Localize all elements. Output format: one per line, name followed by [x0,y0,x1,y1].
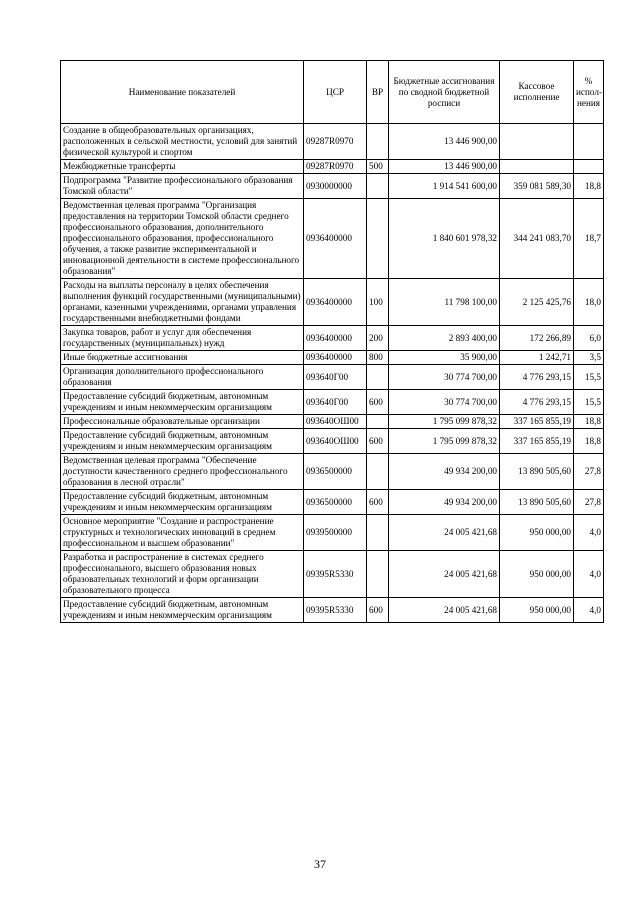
cell-percent: 6,0 [574,326,604,351]
table-row [61,515,604,551]
cell-percent: 18,8 [574,429,604,454]
header-vr: ВР [367,61,389,124]
header-cash: Кассовое исполнение [500,61,574,124]
table-row [61,160,604,174]
cell-vr [367,551,389,598]
cell-vr: 600 [367,598,389,623]
cell-cash: 344 241 083,70 [500,199,574,279]
cell-csr: 093640ОШ00 [304,415,367,429]
cell-csr: 09395R5330 [304,598,367,623]
cell-name: Расходы на выплаты персоналу в целях обеспечения выполнения функций государственными (муниципальными) органами, казенными учреждениями, органами управления государственными внебюджетными фондами [61,279,304,326]
cell-budget: 13 446 900,00 [389,160,500,174]
table-row [61,174,604,199]
cell-name: Предоставление субсидий бюджетным, автономным учреждениям и иным некоммерческим организациям [61,490,304,515]
cell-name: Ведомственная целевая программа "Обеспечение доступности качественного среднего профессионального образования в лесной отрасли" [61,454,304,490]
cell-vr [367,124,389,160]
cell-name: Создание в общеобразовательных организациях, расположенных в сельской местности, условий для занятий физической культурой и спортом [61,124,304,160]
cell-csr: 0936400000 [304,199,367,279]
cell-name: Предоставление субсидий бюджетным, автономным учреждениям и иным некоммерческим организациям [61,429,304,454]
table-row [61,490,604,515]
cell-cash [500,124,574,160]
cell-name: Иные бюджетные ассигнования [61,351,304,365]
cell-name: Профессиональные образовательные организации [61,415,304,429]
page-number: 37 [314,857,326,871]
cell-percent: 27,8 [574,490,604,515]
cell-budget: 24 005 421,68 [389,551,500,598]
table-row [61,415,604,429]
cell-budget: 2 893 400,00 [389,326,500,351]
cell-cash: 337 165 855,19 [500,415,574,429]
cell-name: Межбюджетные трансферты [61,160,304,174]
cell-percent: 15,5 [574,365,604,390]
cell-vr: 600 [367,429,389,454]
cell-name: Подпрограмма "Развитие профессионального образования Томской области" [61,174,304,199]
table-row [61,390,604,415]
table-row [61,351,604,365]
cell-name: Закупка товаров, работ и услуг для обеспечения государственных (муниципальных) нужд [61,326,304,351]
cell-vr: 500 [367,160,389,174]
cell-cash: 2 125 425,76 [500,279,574,326]
cell-percent: 18,0 [574,279,604,326]
table-row [61,124,604,160]
cell-vr [367,174,389,199]
cell-vr [367,515,389,551]
cell-cash: 950 000,00 [500,551,574,598]
table-row [61,199,604,279]
cell-budget: 30 774 700,00 [389,390,500,415]
cell-budget: 1 914 541 600,00 [389,174,500,199]
table-row [61,598,604,623]
cell-name: Организация дополнительного профессионального образования [61,365,304,390]
table-header-row [61,61,604,124]
cell-budget: 13 446 900,00 [389,124,500,160]
cell-name: Предоставление субсидий бюджетным, автономным учреждениям и иным некоммерческим организациям [61,598,304,623]
cell-vr [367,199,389,279]
cell-vr [367,415,389,429]
cell-percent: 18,8 [574,174,604,199]
cell-percent: 4,0 [574,598,604,623]
cell-cash: 13 890 505,60 [500,454,574,490]
cell-csr: 0936400000 [304,351,367,365]
cell-percent: 3,5 [574,351,604,365]
cell-percent: 18,7 [574,199,604,279]
cell-vr [367,454,389,490]
cell-csr: 0936400000 [304,279,367,326]
table-row [61,279,604,326]
cell-csr: 093640Г00 [304,365,367,390]
cell-budget: 35 900,00 [389,351,500,365]
header-percent: % испол-нения [574,61,604,124]
table-row [61,551,604,598]
cell-vr: 200 [367,326,389,351]
cell-cash: 4 776 293,15 [500,365,574,390]
cell-vr [367,365,389,390]
cell-budget: 24 005 421,68 [389,598,500,623]
cell-cash: 13 890 505,60 [500,490,574,515]
cell-budget: 1 795 099 878,32 [389,415,500,429]
cell-cash: 950 000,00 [500,598,574,623]
cell-budget: 11 798 100,00 [389,279,500,326]
cell-budget: 49 934 200,00 [389,454,500,490]
cell-percent: 18,8 [574,415,604,429]
header-csr: ЦСР [304,61,367,124]
cell-vr: 600 [367,490,389,515]
cell-name: Разработка и распространение в системах среднего профессионального, высшего образования новых образовательных технологий и форм организации образовательного процесса [61,551,304,598]
cell-cash: 337 165 855,19 [500,429,574,454]
cell-percent [574,124,604,160]
cell-percent: 4,0 [574,515,604,551]
cell-csr: 09287R0970 [304,124,367,160]
cell-percent: 27,8 [574,454,604,490]
cell-csr: 09287R0970 [304,160,367,174]
cell-cash: 950 000,00 [500,515,574,551]
cell-csr: 093640Г00 [304,390,367,415]
cell-budget: 1 795 099 878,32 [389,429,500,454]
cell-cash: 4 776 293,15 [500,390,574,415]
cell-name: Ведомственная целевая программа "Организация предоставления на территории Томской области среднего профессионального образования, дополнительного профессионального образования, профессионального обучения, а также развитие экспериментальной и инновационной деятельности в системе профессионального образования" [61,199,304,279]
cell-csr: 093640ОШ00 [304,429,367,454]
cell-name: Предоставление субсидий бюджетным, автономным учреждениям и иным некоммерческим организациям [61,390,304,415]
cell-percent [574,160,604,174]
cell-vr: 600 [367,390,389,415]
table-row [61,454,604,490]
cell-budget: 30 774 700,00 [389,365,500,390]
cell-csr: 0936500000 [304,490,367,515]
header-budget: Бюджетные ассигнования по сводной бюджетной росписи [389,61,500,124]
cell-budget: 49 934 200,00 [389,490,500,515]
cell-budget: 24 005 421,68 [389,515,500,551]
cell-vr: 100 [367,279,389,326]
table-row [61,429,604,454]
cell-csr: 0936400000 [304,326,367,351]
cell-csr: 0939500000 [304,515,367,551]
cell-budget: 1 840 601 978,32 [389,199,500,279]
cell-csr: 0930000000 [304,174,367,199]
budget-execution-table [60,60,604,623]
header-name: Наименование показателей [61,61,304,124]
cell-csr: 09395R5330 [304,551,367,598]
table-row [61,365,604,390]
cell-cash [500,160,574,174]
cell-cash: 1 242,71 [500,351,574,365]
cell-vr: 800 [367,351,389,365]
cell-csr: 0936500000 [304,454,367,490]
cell-percent: 15,5 [574,390,604,415]
cell-cash: 359 081 589,30 [500,174,574,199]
cell-cash: 172 266,89 [500,326,574,351]
table-row [61,326,604,351]
cell-name: Основное мероприятие "Создание и распространение структурных и технологических инноваций в среднем профессиональном и высшем образовании" [61,515,304,551]
cell-percent: 4,0 [574,551,604,598]
